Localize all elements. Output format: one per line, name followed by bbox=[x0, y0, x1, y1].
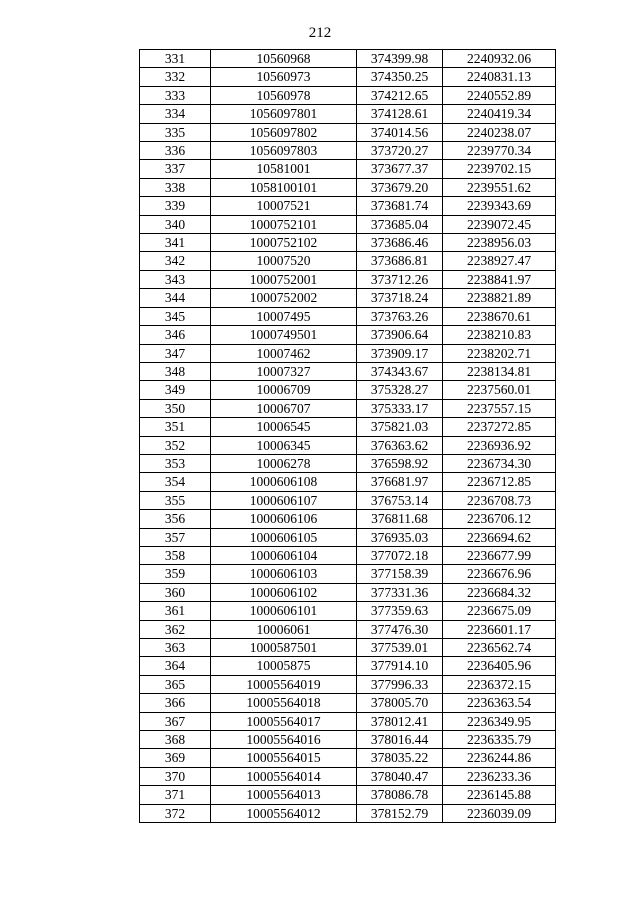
table-row bbox=[140, 86, 556, 104]
point-id-cell: 1000606102 bbox=[211, 583, 357, 601]
point-id-cell: 1000752002 bbox=[211, 289, 357, 307]
point-id-cell: 10581001 bbox=[211, 160, 357, 178]
point-number-cell: 353 bbox=[140, 454, 211, 472]
y-coordinate-cell: 2240552.89 bbox=[443, 86, 556, 104]
point-id-cell: 10007521 bbox=[211, 197, 357, 215]
point-id-cell: 10005564019 bbox=[211, 675, 357, 693]
point-number-cell: 362 bbox=[140, 620, 211, 638]
table-row bbox=[140, 565, 556, 583]
table-row bbox=[140, 675, 556, 693]
table-row bbox=[140, 178, 556, 196]
point-number-cell: 357 bbox=[140, 528, 211, 546]
y-coordinate-cell: 2236694.62 bbox=[443, 528, 556, 546]
x-coordinate-cell: 373906.64 bbox=[357, 326, 443, 344]
point-number-cell: 334 bbox=[140, 105, 211, 123]
table-row bbox=[140, 215, 556, 233]
coordinates-table-body bbox=[140, 50, 556, 823]
x-coordinate-cell: 377158.39 bbox=[357, 565, 443, 583]
point-id-cell: 1000606101 bbox=[211, 602, 357, 620]
point-id-cell: 1000752102 bbox=[211, 234, 357, 252]
table-row bbox=[140, 436, 556, 454]
point-id-cell: 10005564017 bbox=[211, 712, 357, 730]
x-coordinate-cell: 373763.26 bbox=[357, 307, 443, 325]
table-row bbox=[140, 142, 556, 160]
x-coordinate-cell: 377996.33 bbox=[357, 675, 443, 693]
table-row bbox=[140, 583, 556, 601]
point-number-cell: 372 bbox=[140, 804, 211, 822]
point-number-cell: 341 bbox=[140, 234, 211, 252]
y-coordinate-cell: 2236936.92 bbox=[443, 436, 556, 454]
y-coordinate-cell: 2238202.71 bbox=[443, 344, 556, 362]
point-id-cell: 10005564014 bbox=[211, 767, 357, 785]
table-row bbox=[140, 620, 556, 638]
y-coordinate-cell: 2237272.85 bbox=[443, 418, 556, 436]
y-coordinate-cell: 2240932.06 bbox=[443, 50, 556, 68]
table-row bbox=[140, 510, 556, 528]
point-id-cell: 1000606107 bbox=[211, 491, 357, 509]
table-row bbox=[140, 362, 556, 380]
x-coordinate-cell: 373720.27 bbox=[357, 142, 443, 160]
table-row bbox=[140, 804, 556, 822]
x-coordinate-cell: 375328.27 bbox=[357, 381, 443, 399]
x-coordinate-cell: 378016.44 bbox=[357, 731, 443, 749]
table-row bbox=[140, 105, 556, 123]
point-id-cell: 10005564016 bbox=[211, 731, 357, 749]
point-id-cell: 10005564018 bbox=[211, 694, 357, 712]
x-coordinate-cell: 378005.70 bbox=[357, 694, 443, 712]
x-coordinate-cell: 377359.63 bbox=[357, 602, 443, 620]
y-coordinate-cell: 2236349.95 bbox=[443, 712, 556, 730]
x-coordinate-cell: 373677.37 bbox=[357, 160, 443, 178]
table-row bbox=[140, 767, 556, 785]
point-number-cell: 345 bbox=[140, 307, 211, 325]
point-number-cell: 371 bbox=[140, 786, 211, 804]
table-row bbox=[140, 731, 556, 749]
x-coordinate-cell: 374343.67 bbox=[357, 362, 443, 380]
table-row bbox=[140, 546, 556, 564]
table-row bbox=[140, 270, 556, 288]
y-coordinate-cell: 2236039.09 bbox=[443, 804, 556, 822]
point-id-cell: 1000606108 bbox=[211, 473, 357, 491]
point-number-cell: 332 bbox=[140, 68, 211, 86]
x-coordinate-cell: 376363.62 bbox=[357, 436, 443, 454]
point-number-cell: 369 bbox=[140, 749, 211, 767]
point-id-cell: 10005564012 bbox=[211, 804, 357, 822]
page-number: 212 bbox=[308, 25, 332, 41]
x-coordinate-cell: 373681.74 bbox=[357, 197, 443, 215]
y-coordinate-cell: 2239702.15 bbox=[443, 160, 556, 178]
point-id-cell: 1000606104 bbox=[211, 546, 357, 564]
y-coordinate-cell: 2236601.17 bbox=[443, 620, 556, 638]
point-number-cell: 342 bbox=[140, 252, 211, 270]
point-number-cell: 347 bbox=[140, 344, 211, 362]
x-coordinate-cell: 377914.10 bbox=[357, 657, 443, 675]
table-row bbox=[140, 491, 556, 509]
point-number-cell: 343 bbox=[140, 270, 211, 288]
y-coordinate-cell: 2236684.32 bbox=[443, 583, 556, 601]
table-row bbox=[140, 712, 556, 730]
x-coordinate-cell: 377476.30 bbox=[357, 620, 443, 638]
y-coordinate-cell: 2236708.73 bbox=[443, 491, 556, 509]
table-row bbox=[140, 160, 556, 178]
y-coordinate-cell: 2240238.07 bbox=[443, 123, 556, 141]
y-coordinate-cell: 2236405.96 bbox=[443, 657, 556, 675]
point-id-cell: 10007520 bbox=[211, 252, 357, 270]
point-number-cell: 368 bbox=[140, 731, 211, 749]
x-coordinate-cell: 374014.56 bbox=[357, 123, 443, 141]
y-coordinate-cell: 2238670.61 bbox=[443, 307, 556, 325]
point-id-cell: 10005564015 bbox=[211, 749, 357, 767]
y-coordinate-cell: 2236145.88 bbox=[443, 786, 556, 804]
table-row bbox=[140, 344, 556, 362]
y-coordinate-cell: 2238927.47 bbox=[443, 252, 556, 270]
table-row bbox=[140, 657, 556, 675]
table-row bbox=[140, 307, 556, 325]
point-id-cell: 10006278 bbox=[211, 454, 357, 472]
y-coordinate-cell: 2236675.09 bbox=[443, 602, 556, 620]
x-coordinate-cell: 378040.47 bbox=[357, 767, 443, 785]
x-coordinate-cell: 373712.26 bbox=[357, 270, 443, 288]
x-coordinate-cell: 373909.17 bbox=[357, 344, 443, 362]
point-id-cell: 1056097802 bbox=[211, 123, 357, 141]
coordinates-table bbox=[139, 49, 556, 823]
table-row bbox=[140, 68, 556, 86]
y-coordinate-cell: 2236244.86 bbox=[443, 749, 556, 767]
point-id-cell: 10560968 bbox=[211, 50, 357, 68]
point-number-cell: 352 bbox=[140, 436, 211, 454]
point-number-cell: 354 bbox=[140, 473, 211, 491]
table-row bbox=[140, 786, 556, 804]
x-coordinate-cell: 376935.03 bbox=[357, 528, 443, 546]
point-number-cell: 346 bbox=[140, 326, 211, 344]
point-number-cell: 348 bbox=[140, 362, 211, 380]
point-id-cell: 10005564013 bbox=[211, 786, 357, 804]
y-coordinate-cell: 2239072.45 bbox=[443, 215, 556, 233]
point-id-cell: 1056097801 bbox=[211, 105, 357, 123]
point-id-cell: 10006345 bbox=[211, 436, 357, 454]
y-coordinate-cell: 2239770.34 bbox=[443, 142, 556, 160]
point-id-cell: 10560973 bbox=[211, 68, 357, 86]
y-coordinate-cell: 2238821.89 bbox=[443, 289, 556, 307]
y-coordinate-cell: 2238956.03 bbox=[443, 234, 556, 252]
point-id-cell: 10006709 bbox=[211, 381, 357, 399]
x-coordinate-cell: 375821.03 bbox=[357, 418, 443, 436]
point-number-cell: 349 bbox=[140, 381, 211, 399]
point-number-cell: 363 bbox=[140, 639, 211, 657]
point-id-cell: 1000752001 bbox=[211, 270, 357, 288]
point-number-cell: 370 bbox=[140, 767, 211, 785]
x-coordinate-cell: 373679.20 bbox=[357, 178, 443, 196]
table-row bbox=[140, 418, 556, 436]
table-row bbox=[140, 197, 556, 215]
table-row bbox=[140, 528, 556, 546]
point-id-cell: 10560978 bbox=[211, 86, 357, 104]
y-coordinate-cell: 2236363.54 bbox=[443, 694, 556, 712]
table-row bbox=[140, 50, 556, 68]
x-coordinate-cell: 377539.01 bbox=[357, 639, 443, 657]
point-id-cell: 10006545 bbox=[211, 418, 357, 436]
y-coordinate-cell: 2236676.96 bbox=[443, 565, 556, 583]
x-coordinate-cell: 374399.98 bbox=[357, 50, 443, 68]
point-number-cell: 367 bbox=[140, 712, 211, 730]
x-coordinate-cell: 376681.97 bbox=[357, 473, 443, 491]
point-number-cell: 360 bbox=[140, 583, 211, 601]
table-row bbox=[140, 326, 556, 344]
y-coordinate-cell: 2236233.36 bbox=[443, 767, 556, 785]
point-number-cell: 356 bbox=[140, 510, 211, 528]
x-coordinate-cell: 378035.22 bbox=[357, 749, 443, 767]
y-coordinate-cell: 2239343.69 bbox=[443, 197, 556, 215]
table-row bbox=[140, 454, 556, 472]
x-coordinate-cell: 377072.18 bbox=[357, 546, 443, 564]
y-coordinate-cell: 2236562.74 bbox=[443, 639, 556, 657]
table-row bbox=[140, 399, 556, 417]
y-coordinate-cell: 2236706.12 bbox=[443, 510, 556, 528]
point-number-cell: 340 bbox=[140, 215, 211, 233]
point-number-cell: 358 bbox=[140, 546, 211, 564]
point-number-cell: 333 bbox=[140, 86, 211, 104]
x-coordinate-cell: 374212.65 bbox=[357, 86, 443, 104]
point-number-cell: 355 bbox=[140, 491, 211, 509]
y-coordinate-cell: 2236677.99 bbox=[443, 546, 556, 564]
table-row bbox=[140, 123, 556, 141]
y-coordinate-cell: 2238841.97 bbox=[443, 270, 556, 288]
point-id-cell: 1000752101 bbox=[211, 215, 357, 233]
y-coordinate-cell: 2238134.81 bbox=[443, 362, 556, 380]
x-coordinate-cell: 375333.17 bbox=[357, 399, 443, 417]
table-row bbox=[140, 694, 556, 712]
point-number-cell: 339 bbox=[140, 197, 211, 215]
point-number-cell: 331 bbox=[140, 50, 211, 68]
x-coordinate-cell: 373686.81 bbox=[357, 252, 443, 270]
x-coordinate-cell: 373685.04 bbox=[357, 215, 443, 233]
y-coordinate-cell: 2237560.01 bbox=[443, 381, 556, 399]
point-id-cell: 1000749501 bbox=[211, 326, 357, 344]
table-row bbox=[140, 602, 556, 620]
x-coordinate-cell: 374350.25 bbox=[357, 68, 443, 86]
x-coordinate-cell: 376811.68 bbox=[357, 510, 443, 528]
x-coordinate-cell: 376753.14 bbox=[357, 491, 443, 509]
y-coordinate-cell: 2238210.83 bbox=[443, 326, 556, 344]
table-row bbox=[140, 639, 556, 657]
y-coordinate-cell: 2236372.15 bbox=[443, 675, 556, 693]
x-coordinate-cell: 373686.46 bbox=[357, 234, 443, 252]
point-number-cell: 365 bbox=[140, 675, 211, 693]
point-id-cell: 10006061 bbox=[211, 620, 357, 638]
x-coordinate-cell: 378086.78 bbox=[357, 786, 443, 804]
point-number-cell: 350 bbox=[140, 399, 211, 417]
y-coordinate-cell: 2236734.30 bbox=[443, 454, 556, 472]
table-row bbox=[140, 381, 556, 399]
point-number-cell: 336 bbox=[140, 142, 211, 160]
point-id-cell: 1000587501 bbox=[211, 639, 357, 657]
x-coordinate-cell: 378012.41 bbox=[357, 712, 443, 730]
point-number-cell: 344 bbox=[140, 289, 211, 307]
x-coordinate-cell: 376598.92 bbox=[357, 454, 443, 472]
point-number-cell: 359 bbox=[140, 565, 211, 583]
point-number-cell: 366 bbox=[140, 694, 211, 712]
point-id-cell: 1058100101 bbox=[211, 178, 357, 196]
point-id-cell: 10007327 bbox=[211, 362, 357, 380]
y-coordinate-cell: 2240419.34 bbox=[443, 105, 556, 123]
table-row bbox=[140, 473, 556, 491]
point-id-cell: 10007462 bbox=[211, 344, 357, 362]
point-number-cell: 351 bbox=[140, 418, 211, 436]
point-number-cell: 361 bbox=[140, 602, 211, 620]
y-coordinate-cell: 2237557.15 bbox=[443, 399, 556, 417]
y-coordinate-cell: 2236335.79 bbox=[443, 731, 556, 749]
point-number-cell: 335 bbox=[140, 123, 211, 141]
x-coordinate-cell: 377331.36 bbox=[357, 583, 443, 601]
point-id-cell: 1000606103 bbox=[211, 565, 357, 583]
point-id-cell: 10007495 bbox=[211, 307, 357, 325]
table-row bbox=[140, 749, 556, 767]
table-row bbox=[140, 289, 556, 307]
x-coordinate-cell: 378152.79 bbox=[357, 804, 443, 822]
point-number-cell: 338 bbox=[140, 178, 211, 196]
table-row bbox=[140, 234, 556, 252]
point-id-cell: 10005875 bbox=[211, 657, 357, 675]
table-row bbox=[140, 252, 556, 270]
y-coordinate-cell: 2240831.13 bbox=[443, 68, 556, 86]
point-number-cell: 337 bbox=[140, 160, 211, 178]
x-coordinate-cell: 373718.24 bbox=[357, 289, 443, 307]
point-id-cell: 1056097803 bbox=[211, 142, 357, 160]
point-id-cell: 1000606106 bbox=[211, 510, 357, 528]
point-id-cell: 1000606105 bbox=[211, 528, 357, 546]
point-id-cell: 10006707 bbox=[211, 399, 357, 417]
y-coordinate-cell: 2236712.85 bbox=[443, 473, 556, 491]
y-coordinate-cell: 2239551.62 bbox=[443, 178, 556, 196]
x-coordinate-cell: 374128.61 bbox=[357, 105, 443, 123]
point-number-cell: 364 bbox=[140, 657, 211, 675]
